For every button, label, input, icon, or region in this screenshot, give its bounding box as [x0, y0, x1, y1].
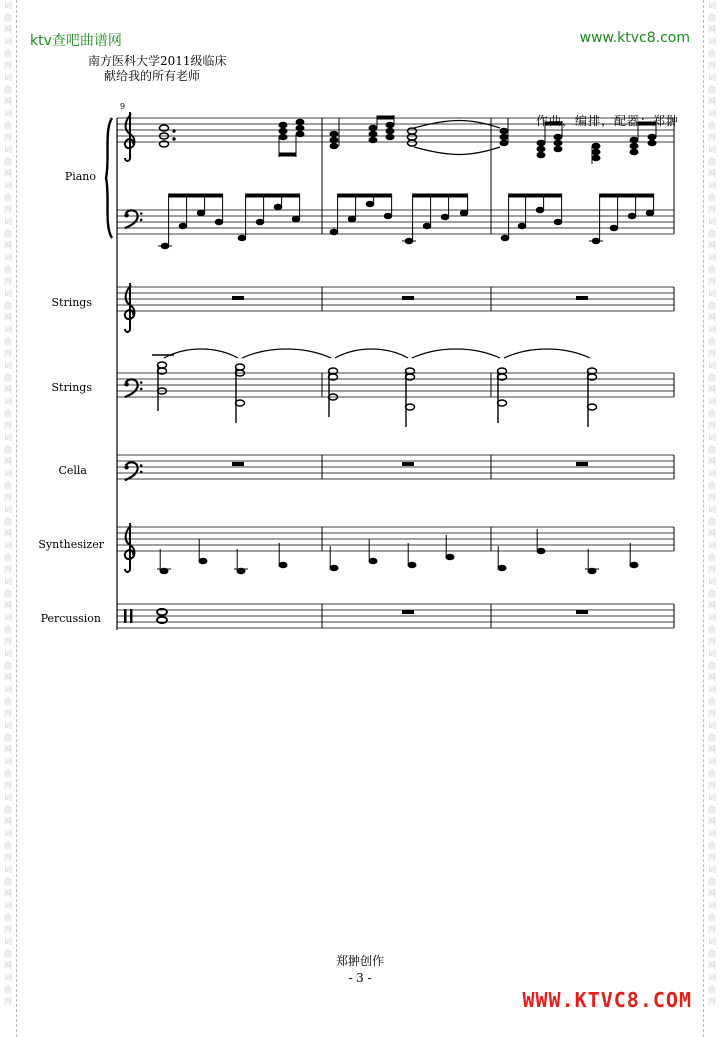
piano-brace [106, 118, 112, 238]
synthesizer-notes [157, 529, 638, 574]
strings-2-notes [152, 349, 597, 427]
dedication-line-2: 献给我的所有老师 [104, 69, 201, 83]
brand-logo[interactable]: WWW.KTVC8.COM [522, 988, 692, 1012]
cella-rests [232, 462, 588, 466]
left-watermark-column: 词 曲 网 词 曲 网 词 曲 网 词 曲 网 词 曲 网 词 曲 网 词 曲 网 词 曲 网 词 曲 网 词 曲 网 词 曲 网 词 曲 网 词 曲 网 词 曲 网 词 曲 网 词 曲 网 词 曲 网 词 曲 网 词 曲 网 词 曲 网 词 曲 网 词 曲 网 词 曲 网 词 曲 网 词 曲 网 词 曲 网 词 曲 网 词 曲 网 [4, 1, 12, 1006]
composer-credit: 作曲，编排，配器：郑翀 [536, 114, 680, 128]
site-url-header[interactable]: www.ktvc8.com [579, 30, 690, 46]
footer-author: 郑翀创作 [335, 954, 384, 968]
site-name-header[interactable]: ktv查吧曲谱网 [30, 33, 122, 49]
piano-bass-notes [158, 194, 654, 249]
measure-number: 9 [120, 102, 126, 111]
dedication-line-1: 南方医科大学2011级临床 [88, 54, 227, 68]
instrument-label-percussion: Percussion [40, 612, 101, 625]
instrument-label-piano: Piano [64, 170, 96, 183]
page-number: - 3 - [348, 971, 372, 985]
right-watermark-column: 词 曲 网 词 曲 网 词 曲 网 词 曲 网 词 曲 网 词 曲 网 词 曲 网 词 曲 网 词 曲 网 词 曲 网 词 曲 网 词 曲 网 词 曲 网 词 曲 网 词 曲 网 词 曲 网 词 曲 网 词 曲 网 词 曲 网 词 曲 网 词 曲 网 词 曲 网 词 曲 网 词 曲 网 词 曲 网 词 曲 网 词 曲 网 词 曲 网 [708, 1, 716, 1006]
instrument-label-cella: Cella [58, 464, 87, 477]
clefs [124, 112, 143, 623]
instrument-label-strings-2: Strings [51, 381, 92, 394]
instrument-label-strings-1: Strings [51, 296, 92, 309]
instrument-label-synthesizer: Synthesizer [38, 538, 104, 551]
